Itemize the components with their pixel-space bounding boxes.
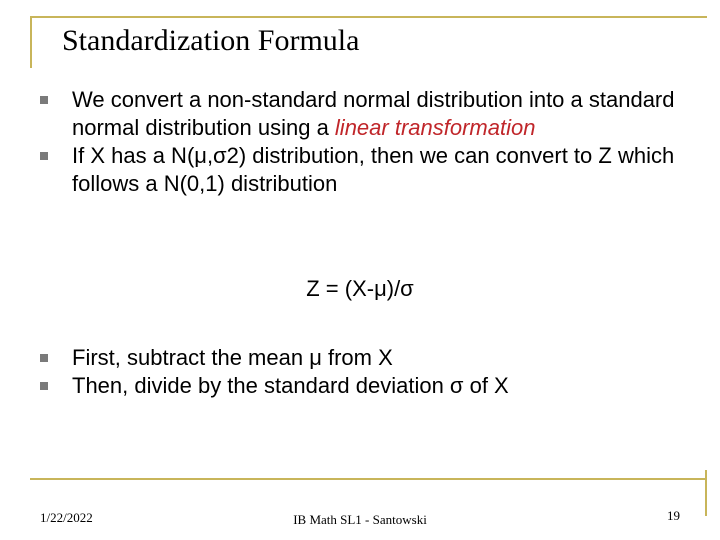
footer-page-number: 19: [667, 508, 680, 523]
formula-z: Z = (X-μ)/σ: [306, 276, 414, 301]
bullet-item-divide: [40, 372, 690, 400]
frame-left-line: [30, 16, 32, 68]
highlight-linear-transformation: linear transformation: [334, 115, 536, 140]
footer-line: [30, 478, 707, 480]
slide-title: Standardization Formula: [62, 24, 360, 57]
frame-right-line: [705, 470, 707, 516]
bullet-item-conversion: [40, 86, 690, 142]
bullet-list-top: [40, 86, 690, 198]
footer-course: IB Math SL1 - Santowski: [293, 512, 427, 527]
bullet-text: First, subtract the mean μ from X: [72, 345, 393, 370]
frame-top-line: [30, 16, 707, 18]
square-bullet-icon: [40, 96, 48, 104]
square-bullet-icon: [40, 152, 48, 160]
footer-date: 1/22/2022: [40, 510, 93, 525]
bullet-text: We convert a non-standard normal distribution into a standard normal distribution using a: [72, 87, 675, 140]
bullet-list-bottom: [40, 344, 690, 400]
bullet-text: If X has a N(μ,σ2) distribution, then we can convert to Z which follows a N(0,1) distribution: [72, 143, 675, 196]
square-bullet-icon: [40, 382, 48, 390]
bullet-item-subtract: [40, 344, 690, 372]
bullet-item-if-x: [40, 142, 690, 198]
bullet-text: Then, divide by the standard deviation σ of X: [72, 373, 509, 398]
square-bullet-icon: [40, 354, 48, 362]
